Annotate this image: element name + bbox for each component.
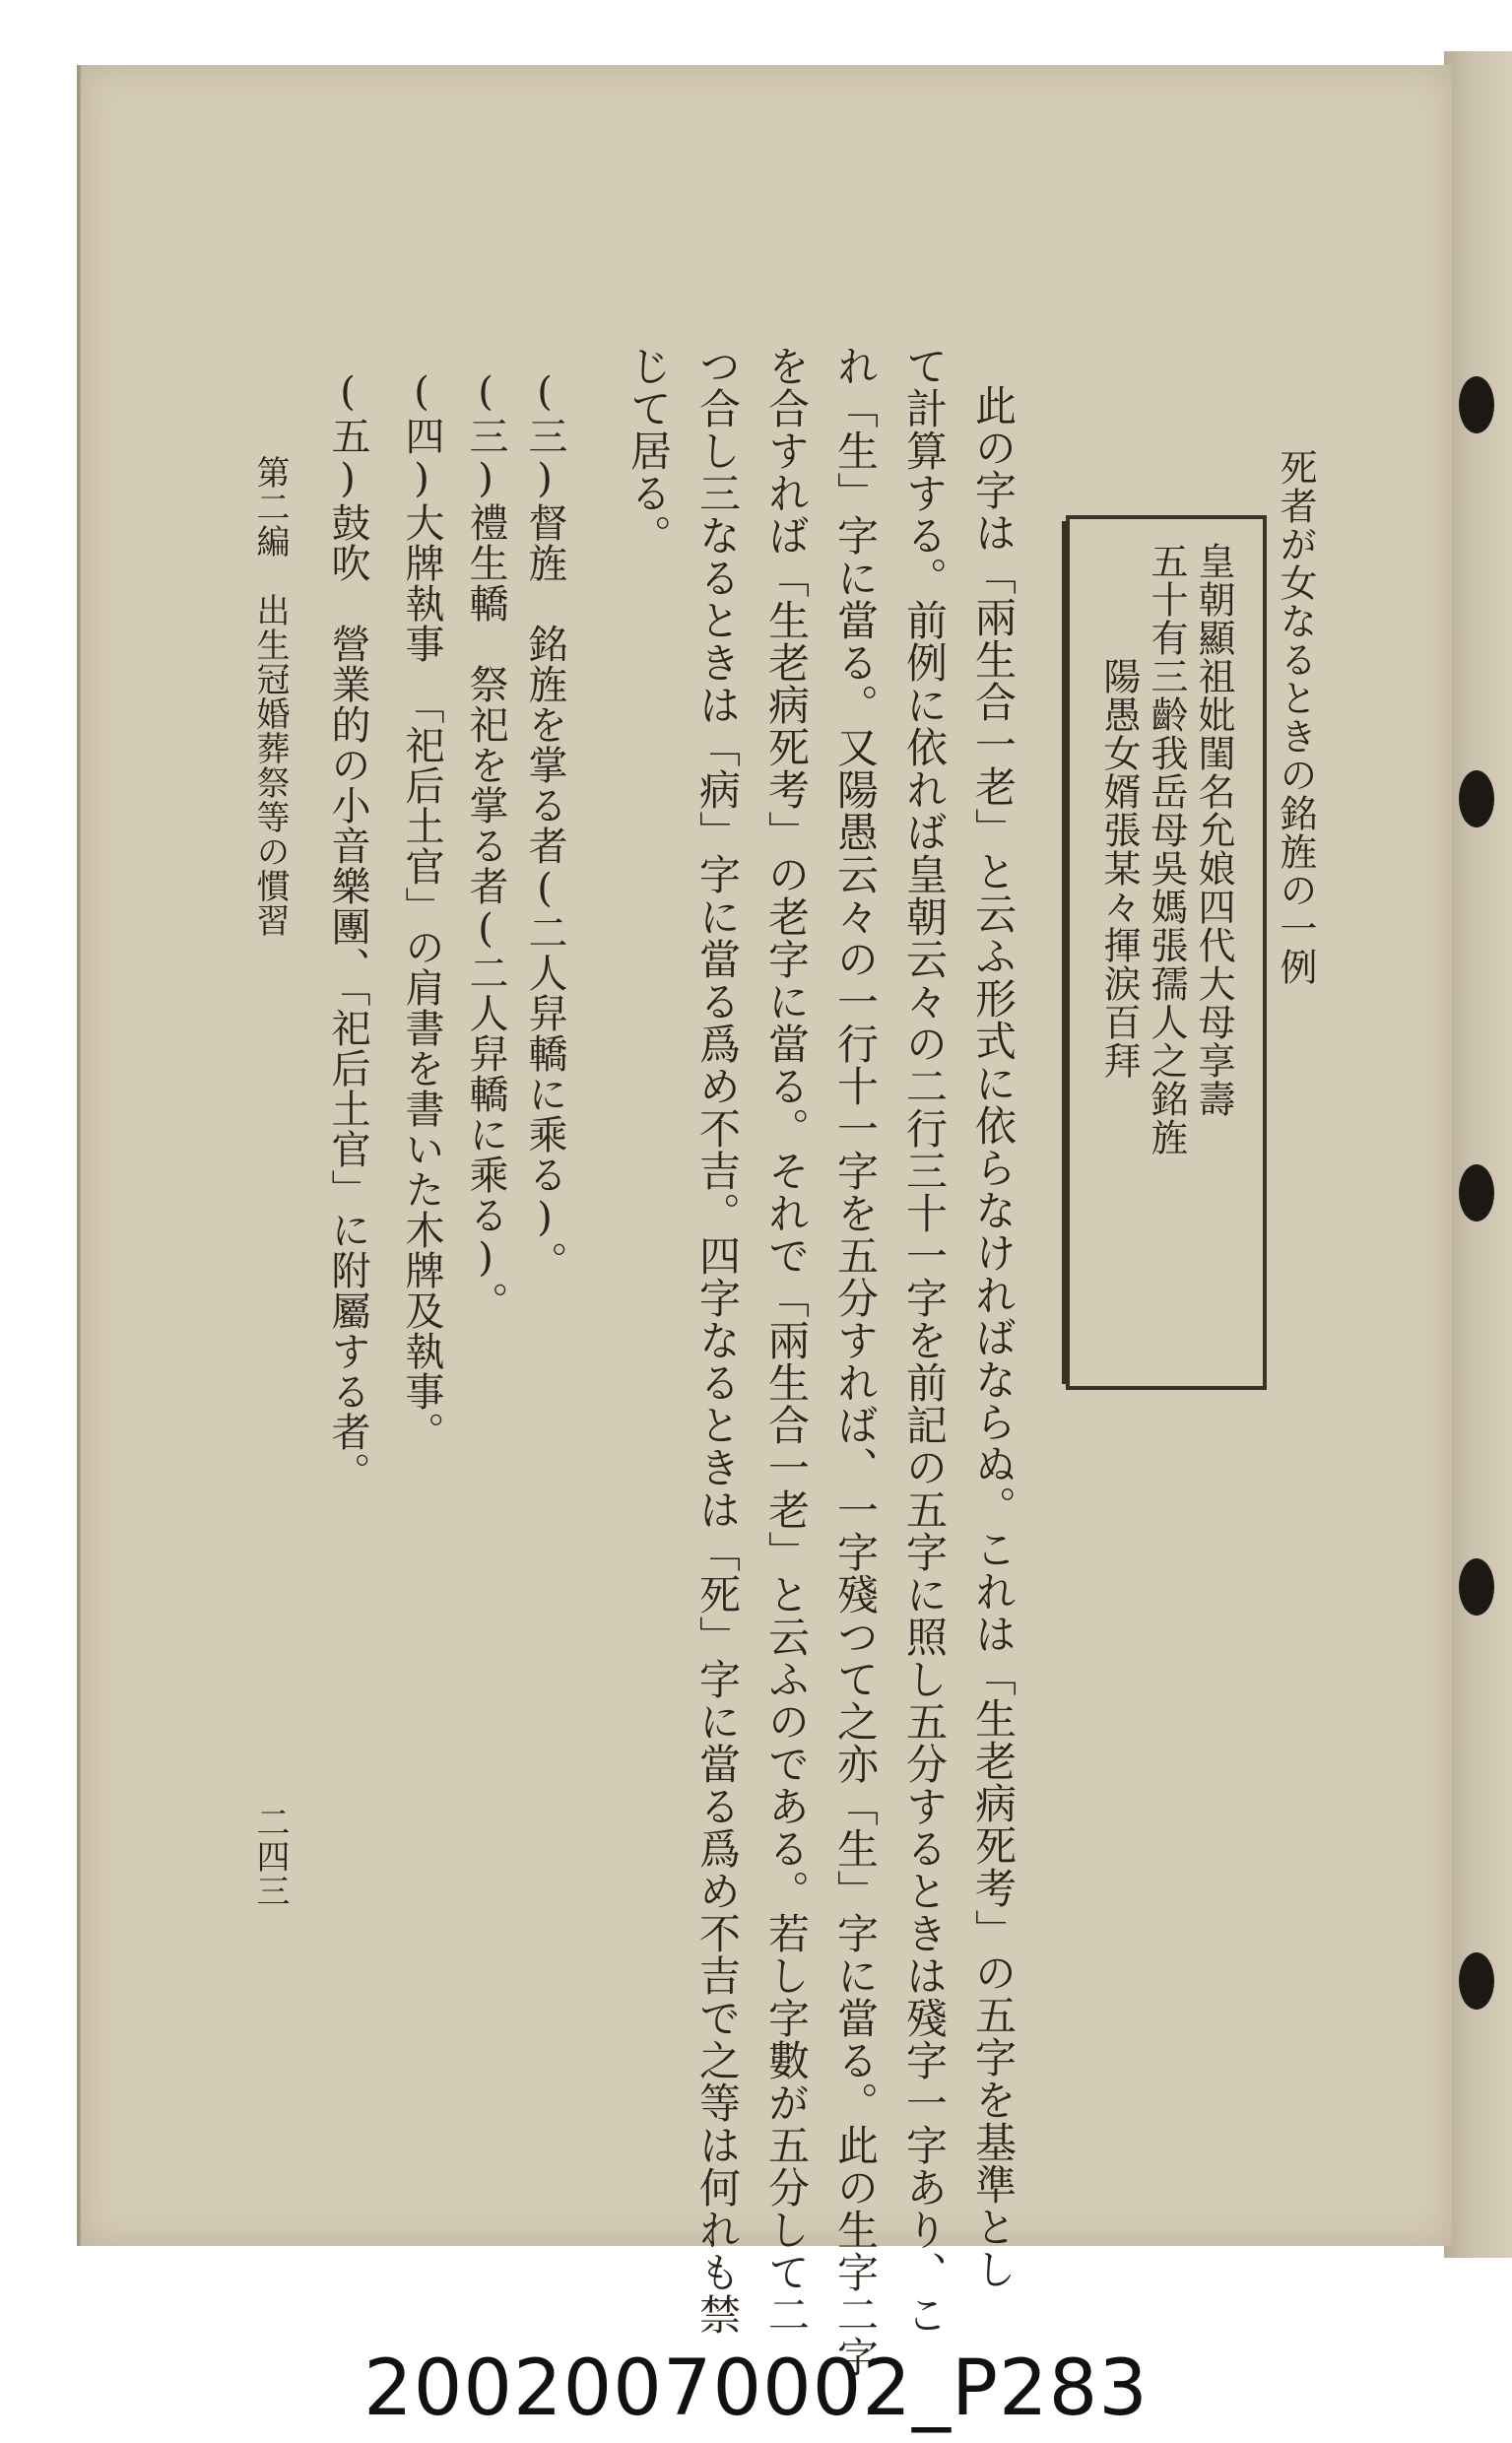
section-heading: 死者が女なるときの銘旌の一例 (1274, 448, 1317, 986)
procession-item: (三)督旌 銘旌を掌る者(二人舁轎に乘る)。 (522, 369, 567, 1282)
body-line: て計算する。前例に依れば皇朝云々の二行三十一字を前記の五字に照し五分するときは殘字一字あり、こ (900, 345, 949, 2336)
binding-hole (1459, 376, 1494, 433)
body-line: じて居る。 (625, 345, 673, 557)
binding-hole (1459, 770, 1494, 827)
running-footer: 第二編 出生冠婚葬祭等の慣習 (250, 455, 290, 938)
body-line: れ「生」字に當る。又陽愚云々の一行十一字を五分すれば、一字殘つて之亦「生」字に當る。此の生字二字 (831, 345, 880, 2378)
inscription-line: 五十有三齡我岳母吳媽張孺人之銘旌 (1145, 542, 1188, 1156)
image-caption: 20020070002_P283 (363, 2344, 1149, 2433)
inscription-line: 陽愚女婿張某々揮涙百拜 (1097, 542, 1141, 1080)
inscription-line: 皇朝顯祖妣閨名允娘四代大母享壽 (1192, 542, 1235, 1118)
procession-item: (四)大牌執事 「祀后土官」の肩書を書いた木牌及執事。 (399, 369, 444, 1452)
binding-hole (1459, 1164, 1494, 1222)
procession-item: (三)禮生轎 祭祀を掌る者(二人舁轎に乘る)。 (463, 369, 508, 1322)
book-cover-edge (1444, 51, 1512, 2258)
body-line: を合すれば「生老病死考」の老字に當る。それで「兩生合一老」と云ふのである。若し字數が五分して二 (762, 345, 811, 2336)
binding-hole (1459, 1952, 1494, 2010)
body-line: 此の字は「兩生合一老」と云ふ形式に依らなければならぬ。これは「生老病死考」の五字を基準とし (969, 384, 1018, 2290)
procession-item: (五)鼓吹 營業的の小音樂團、「祀后土官」に附屬する者。 (325, 369, 370, 1492)
page-number: 二四三 (250, 1805, 290, 1908)
body-line: つ合し三なるときは「病」字に當る爲め不吉。四字なるときは「死」字に當る爲め不吉で之等は何れも禁 (693, 345, 742, 2336)
binding-hole (1459, 1558, 1494, 1616)
